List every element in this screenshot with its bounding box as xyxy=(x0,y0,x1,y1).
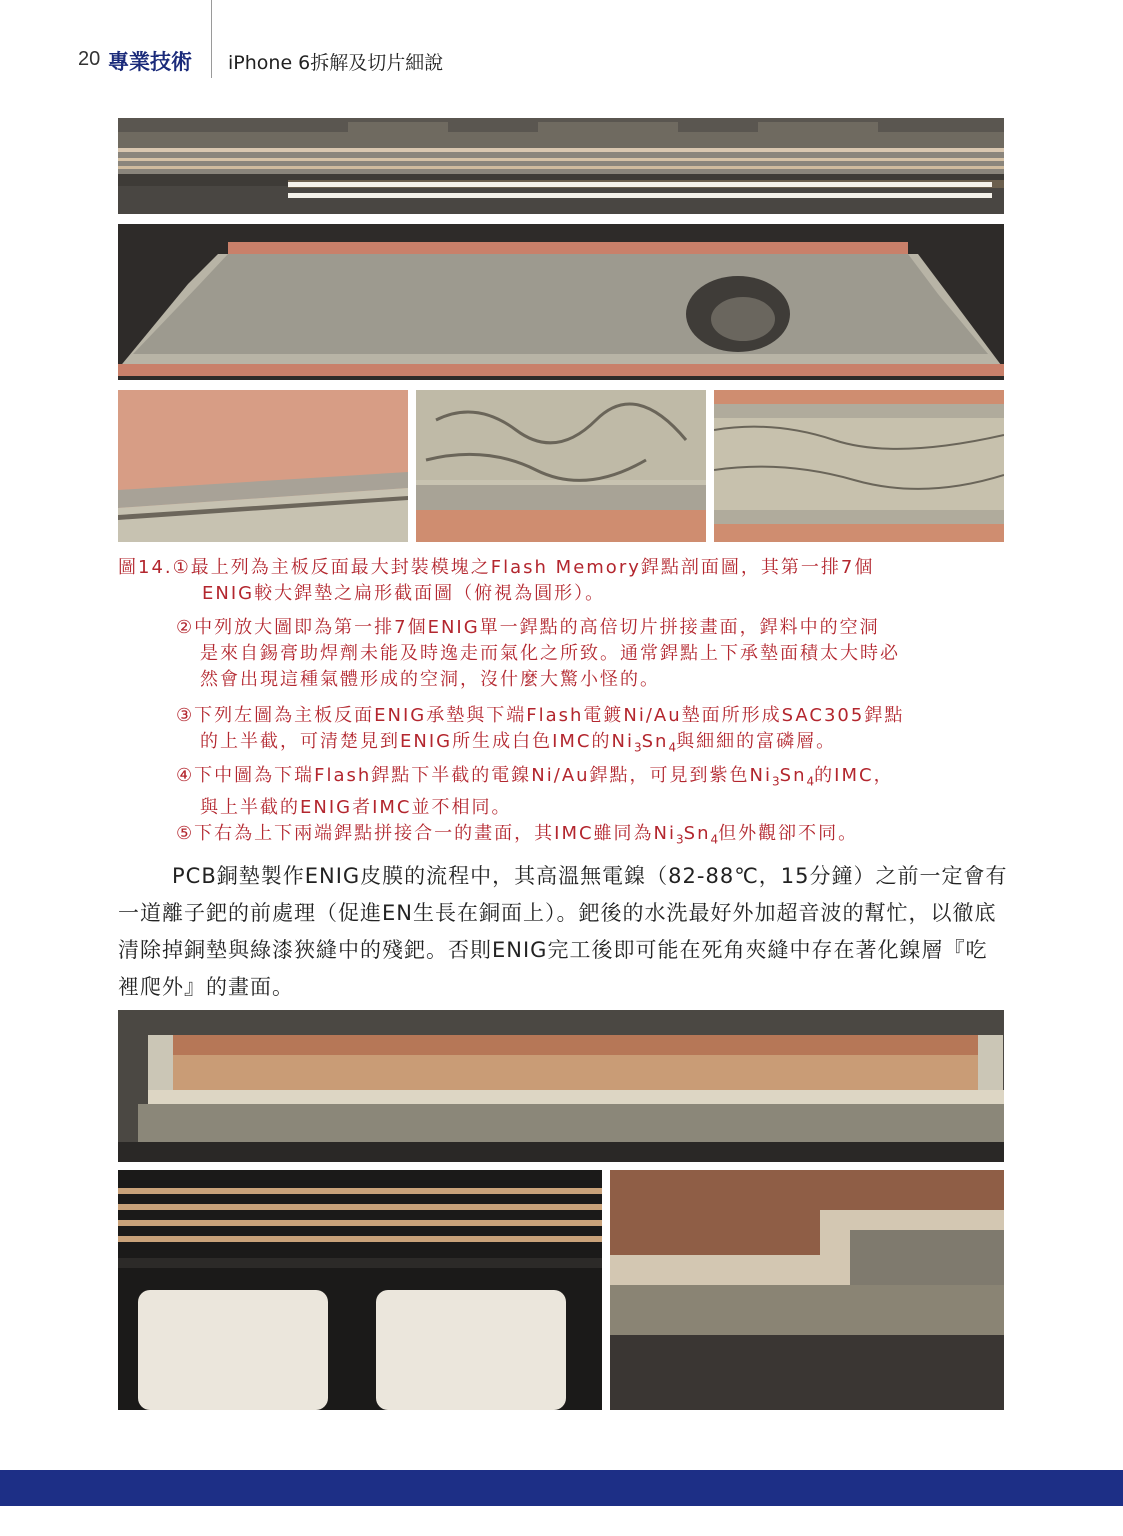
body-paragraph: PCB銅墊製作ENIG皮膜的流程中，其高溫無電鎳（82-88℃，15分鐘）之前一定會有一道離子鈀的前處理（促進EN生長在銅面上）。鈀後的水洗最好外加超音波的幫忙，以徹底清除掉銅墊與綠漆狹縫中的殘鈀。否則ENIG完工後即可能在死角夾縫中存在著化鎳層『吃裡爬外』的畫面。 xyxy=(118,864,1008,999)
page-number: 20 xyxy=(78,48,101,70)
figure-caption-item-4 xyxy=(176,763,1016,821)
caption-item-1-line-2: ENIG較大銲墊之扁形截面圖（俯視為圓形）。 xyxy=(202,583,606,604)
caption-item-4-line-2: 與上半截的ENIG者IMC並不相同。 xyxy=(200,796,512,818)
micrograph-pads-layers xyxy=(118,1170,602,1410)
figure-caption-item-3 xyxy=(176,703,1016,761)
micrograph-enig-upper-half xyxy=(118,390,408,542)
caption-item-5: ⑤下右為上下兩端銲點拼接合一的畫面，其IMC雖同為$Ni_3Sn_4$但外觀卻不同。 xyxy=(176,823,859,847)
caption-item-2-line-3: 然會出現這種氣體形成的空洞，沒什麼大驚小怪的。 xyxy=(200,669,660,690)
micrograph-flash-memory-row xyxy=(118,118,1004,214)
caption-item-4-line-1: ④下中圖為下瑞Flash銲點下半截的電鎳Ni/Au銲點，可見到紫色$Ni_3Sn_4$的IMC， xyxy=(176,765,894,789)
header-divider xyxy=(211,0,212,78)
caption-item-3-line-2: 的上半截，可清楚見到ENIG所生成白色IMC的$Ni_3Sn_4$與細細的富磷層。 xyxy=(200,731,837,755)
micrograph-niau-lower-half xyxy=(416,390,706,542)
micrograph-corner-detail xyxy=(610,1170,1004,1410)
figure-caption-item-1 xyxy=(118,555,1018,607)
caption-item-1-line-1: ①最上列為主板反面最大封裝模塊之Flash Memory銲點剖面圖，其第一排7個 xyxy=(172,557,875,578)
article-title: iPhone 6拆解及切片細說 xyxy=(228,52,444,74)
figure-label: 圖14. xyxy=(118,557,173,578)
caption-item-2-line-2: 是來自錫膏助焊劑未能及時逸走而氣化之所致。通常銲點上下承墊面積太大時必 xyxy=(200,643,900,664)
footer-band xyxy=(0,1470,1123,1506)
figure-caption-item-2 xyxy=(176,615,1016,693)
micrograph-enig-wide xyxy=(118,1010,1004,1162)
section-label: 專業技術 xyxy=(108,50,192,74)
caption-item-2-line-1: ②中列放大圖即為第一排7個ENIG單一銲點的高倍切片拼接畫面，銲料中的空洞 xyxy=(176,617,880,638)
caption-item-3-line-1: ③下列左圖為主板反面ENIG承墊與下端Flash電鍍Ni/Au墊面所形成SAC305銲點 xyxy=(176,705,905,726)
micrograph-single-joint-void xyxy=(118,224,1004,380)
micrograph-spliced-joint xyxy=(714,390,1004,542)
figure-caption-item-5 xyxy=(176,821,1016,853)
